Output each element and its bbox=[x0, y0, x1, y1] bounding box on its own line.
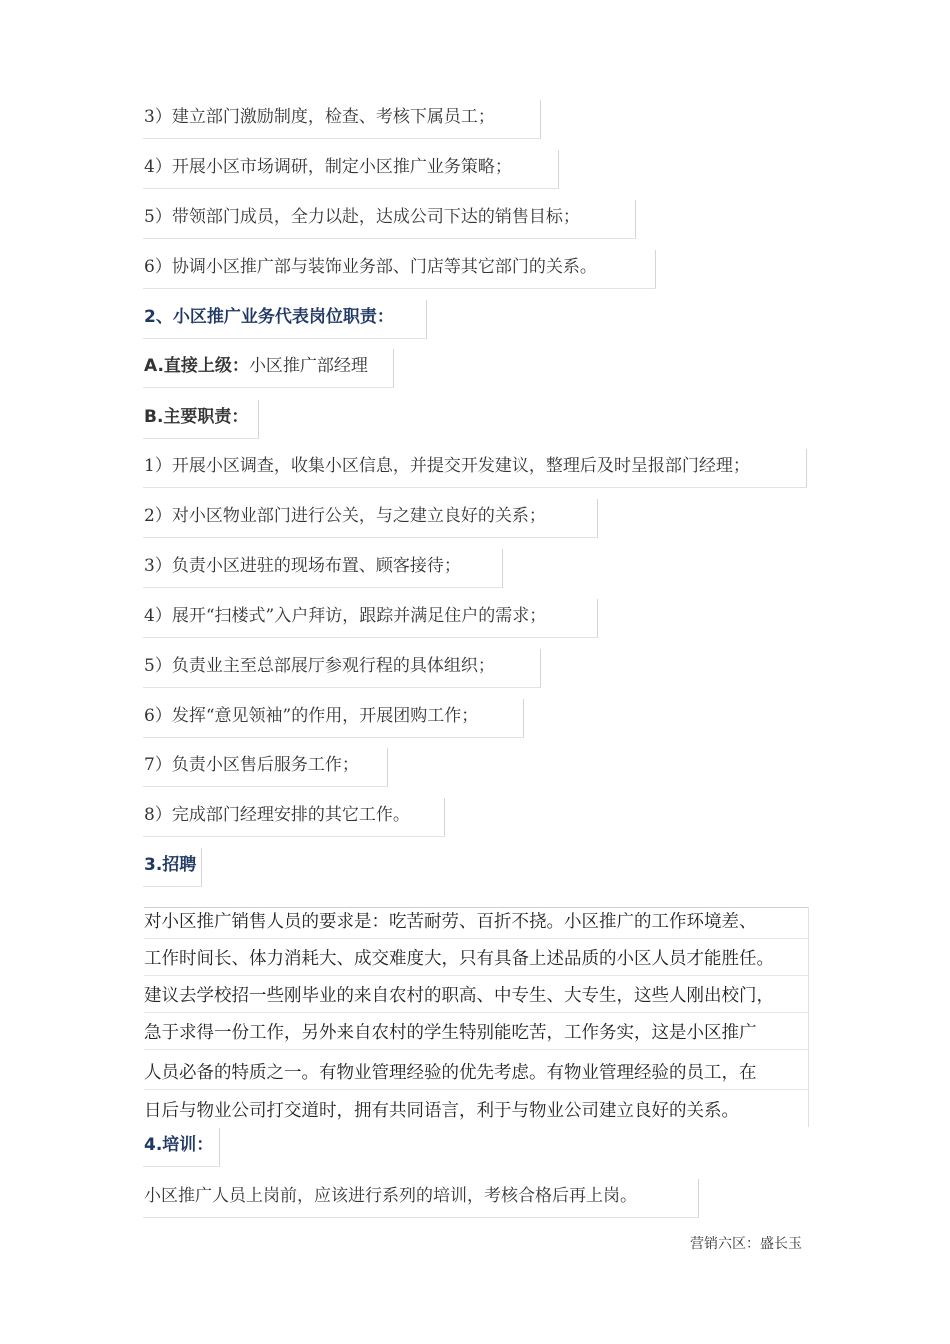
duties-label: B.主要职责： bbox=[144, 407, 249, 427]
paragraph-line bbox=[144, 1062, 757, 1084]
duties-label-line bbox=[144, 406, 248, 428]
paragraph-line bbox=[144, 1100, 739, 1122]
section-heading bbox=[144, 1134, 213, 1156]
duty-text: 5）带领部门成员，全力以赴，达成公司下达的销售目标； bbox=[144, 207, 580, 227]
section4-title: 4.培训： bbox=[144, 1135, 214, 1155]
paragraph-side-rule bbox=[808, 907, 809, 1127]
duty-item bbox=[144, 705, 478, 727]
paragraph-line bbox=[144, 1022, 757, 1044]
duty-item bbox=[144, 605, 546, 627]
duty-text: 3）建立部门激励制度，检查、考核下属员工； bbox=[144, 107, 495, 127]
duty-text: 2）对小区物业部门进行公关，与之建立良好的关系； bbox=[144, 506, 546, 526]
section3-title: 3.招聘 bbox=[144, 855, 197, 875]
duty-text: 1）开展小区调查，收集小区信息，并提交开发建议，整理后及时呈报部门经理； bbox=[144, 456, 750, 476]
duty-text: 7）负责小区售后服务工作； bbox=[144, 755, 359, 775]
section-heading bbox=[144, 854, 196, 876]
paragraph-top-rule bbox=[144, 907, 808, 908]
duty-item bbox=[144, 106, 495, 128]
paragraph-text: 日后与物业公司打交道时，拥有共同语言，利于与物业公司建立良好的关系。 bbox=[144, 1101, 739, 1121]
duty-item bbox=[144, 655, 495, 677]
duty-item bbox=[144, 256, 597, 278]
duty-item bbox=[144, 505, 546, 527]
duty-text: 4）展开“扫楼式”入户拜访，跟踪并满足住户的需求； bbox=[144, 606, 547, 626]
paragraph-text: 工作时间长、体力消耗大、成交难度大，只有具备上述品质的小区人员才能胜任。 bbox=[144, 949, 774, 969]
paragraph-text: 急于求得一份工作，另外来自农村的学生特别能吃苦，工作务实，这是小区推广 bbox=[144, 1023, 757, 1043]
paragraph-line bbox=[144, 948, 774, 970]
supervisor-line bbox=[144, 355, 368, 377]
duty-text: 4）开展小区市场调研，制定小区推广业务策略； bbox=[144, 157, 512, 177]
paragraph-text: 对小区推广销售人员的要求是：吃苦耐劳、百折不挠。小区推广的工作环境差、 bbox=[144, 912, 757, 932]
paragraph-line bbox=[144, 911, 757, 933]
paragraph-text: 建议去学校招一些刚毕业的来自农村的职高、中专生、大专生，这些人刚出校门， bbox=[144, 986, 774, 1006]
duty-text: 8）完成部门经理安排的其它工作。 bbox=[144, 805, 410, 825]
duty-item bbox=[144, 804, 410, 826]
supervisor-label: A.直接上级： bbox=[144, 356, 249, 376]
duty-text: 6）发挥“意见领袖”的作用，开展团购工作； bbox=[144, 706, 479, 726]
duty-item bbox=[144, 455, 750, 477]
duty-item bbox=[144, 206, 580, 228]
training-paragraph bbox=[144, 1185, 637, 1207]
paragraph-text: 小区推广人员上岗前，应该进行系列的培训，考核合格后再上岗。 bbox=[144, 1186, 637, 1206]
duty-item bbox=[144, 754, 359, 776]
section-heading bbox=[144, 306, 394, 328]
duty-text: 6）协调小区推广部与装饰业务部、门店等其它部门的关系。 bbox=[144, 257, 597, 277]
duty-item bbox=[144, 555, 461, 577]
paragraph-text: 人员必备的特质之一。有物业管理经验的优先考虑。有物业管理经验的员工，在 bbox=[144, 1063, 757, 1083]
supervisor-value: 小区推广部经理 bbox=[248, 356, 368, 376]
paragraph-line bbox=[144, 985, 774, 1007]
duty-text: 3）负责小区进驻的现场布置、顾客接待； bbox=[144, 556, 461, 576]
footer-author: 营销六区：盛长玉 bbox=[690, 1236, 802, 1252]
duty-text: 5）负责业主至总部展厅参观行程的具体组织； bbox=[144, 656, 495, 676]
section2-title: 2、小区推广业务代表岗位职责： bbox=[144, 307, 394, 327]
duty-item bbox=[144, 156, 512, 178]
